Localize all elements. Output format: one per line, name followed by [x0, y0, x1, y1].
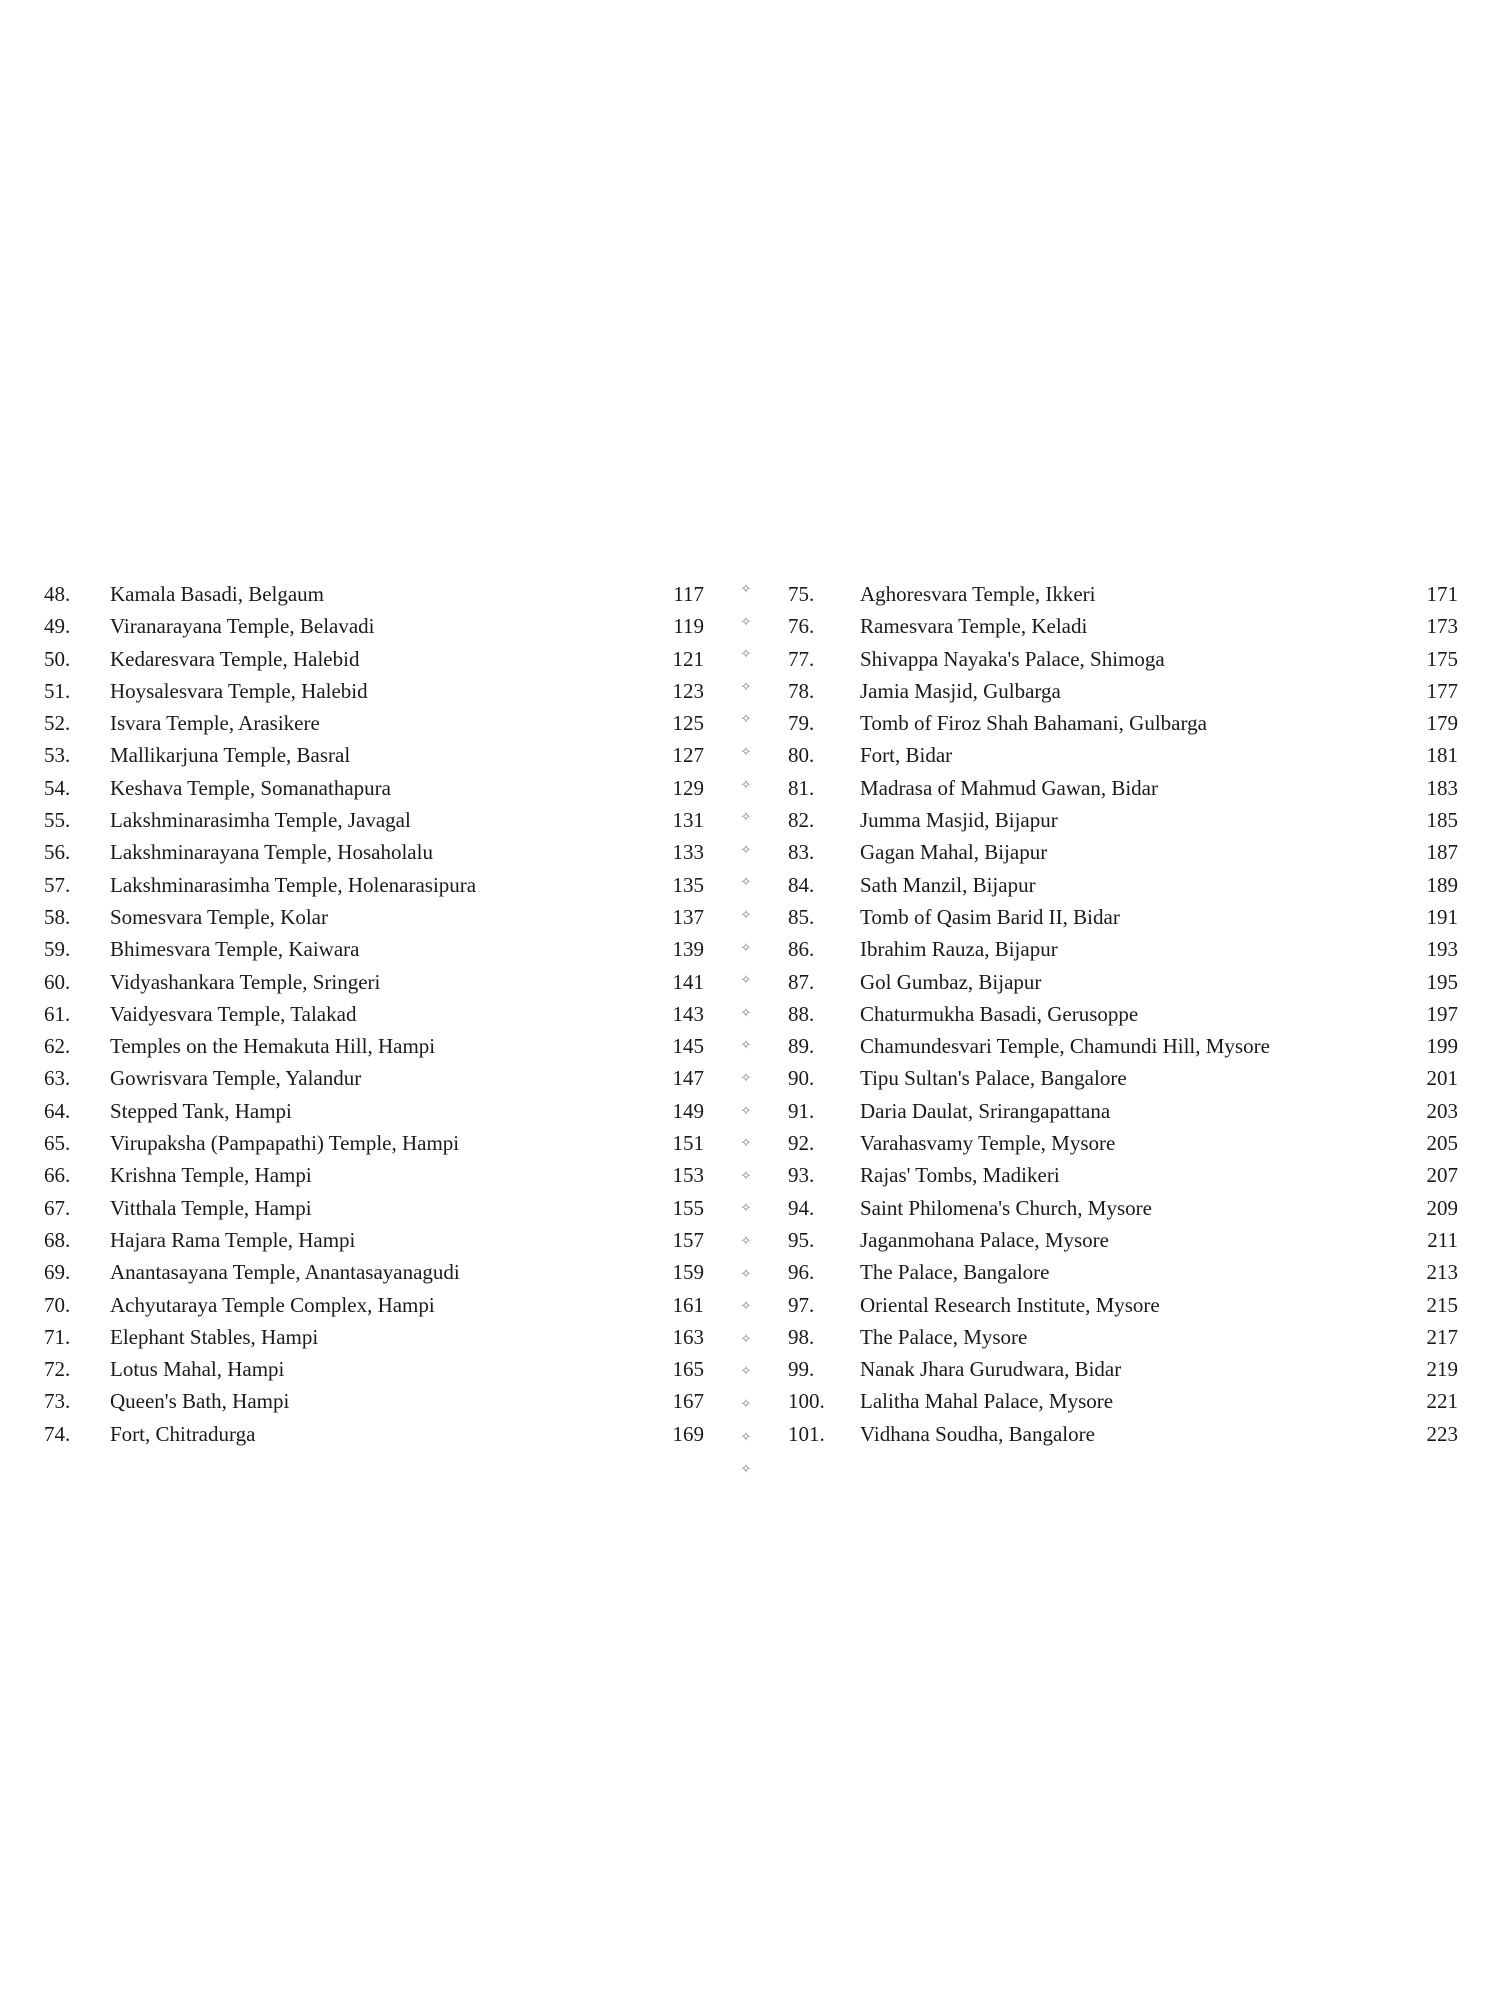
entry-page-number: 153: [672, 1163, 704, 1188]
entry-page-number: 219: [1426, 1357, 1458, 1382]
contents-entry: [788, 675, 1458, 707]
divider-diamond-icon: ✧: [740, 908, 752, 923]
entry-page-number: 147: [672, 1066, 704, 1091]
entry-page-number: 187: [1426, 840, 1458, 865]
entry-title: Jumma Masjid, Bijapur: [860, 808, 1058, 833]
entry-page-number: 205: [1426, 1131, 1458, 1156]
contents-entry: [44, 933, 704, 965]
entry-number: 74.: [44, 1421, 71, 1446]
contents-entry: [44, 578, 704, 610]
entry-page-number: 215: [1426, 1292, 1458, 1317]
entry-page-number: 173: [1426, 614, 1458, 639]
entry-title: Rajas' Tombs, Madikeri: [860, 1163, 1060, 1188]
entry-title: Shivappa Nayaka's Palace, Shimoga: [860, 646, 1165, 671]
contents-entry: [44, 1224, 704, 1256]
entry-title: The Palace, Mysore: [860, 1324, 1028, 1349]
entry-page-number: 123: [672, 678, 704, 703]
entry-title: Viranarayana Temple, Belavadi: [110, 614, 375, 639]
entry-number: 78.: [788, 678, 815, 703]
entry-title: Chaturmukha Basadi, Gerusoppe: [860, 1001, 1139, 1026]
entry-page-number: 171: [1426, 582, 1458, 606]
contents-entry: [44, 1321, 704, 1353]
entry-number: 93.: [788, 1163, 815, 1188]
divider-diamond-icon: ✧: [740, 1266, 752, 1282]
entry-page-number: 125: [672, 711, 704, 736]
contents-entry: [788, 1256, 1458, 1288]
entry-title: Vaidyesvara Temple, Talakad: [110, 1001, 357, 1026]
divider-diamond-icon: ✧: [740, 1071, 752, 1086]
entry-title: Temples on the Hemakuta Hill, Hampi: [110, 1034, 436, 1059]
contents-entry: [44, 1062, 704, 1094]
entry-title: Oriental Research Institute, Mysore: [860, 1292, 1160, 1317]
entry-page-number: 145: [672, 1034, 704, 1059]
divider-diamond-icon: ✧: [740, 973, 752, 989]
entry-number: 60.: [44, 969, 71, 994]
contents-entry: [788, 739, 1458, 771]
divider-diamond-icon: ✧: [740, 1429, 752, 1445]
contents-entry: [44, 772, 704, 804]
entry-title: Keshava Temple, Somanathapura: [110, 775, 391, 800]
entry-title: Jaganmohana Palace, Mysore: [860, 1227, 1109, 1252]
entry-number: 54.: [44, 775, 71, 800]
contents-entry: [44, 1353, 704, 1385]
entry-title: Vidyashankara Temple, Sringeri: [110, 969, 381, 994]
entry-number: 51.: [44, 678, 71, 703]
entry-page-number: 203: [1426, 1098, 1458, 1123]
entry-number: 61.: [44, 1001, 71, 1026]
entry-page-number: 185: [1426, 808, 1458, 833]
entry-number: 75.: [788, 582, 815, 606]
entry-number: 72.: [44, 1357, 71, 1382]
entry-title: Queen's Bath, Hampi: [110, 1389, 290, 1414]
entry-number: 64.: [44, 1098, 71, 1123]
divider-diamond-icon: ✧: [740, 1299, 752, 1315]
contents-entry: [44, 1127, 704, 1159]
entry-number: 86.: [788, 937, 815, 962]
entry-number: 49.: [44, 614, 71, 639]
entry-title: Lakshminarasimha Temple, Holenarasipura: [110, 872, 477, 897]
contents-entry: [44, 1192, 704, 1224]
divider-diamond-icon: ✧: [740, 842, 752, 858]
entry-number: 87.: [788, 969, 815, 994]
contents-entry: [788, 707, 1458, 739]
entry-page-number: 137: [672, 904, 704, 929]
entry-number: 58.: [44, 904, 71, 929]
entry-number: 62.: [44, 1034, 71, 1059]
entry-title: Mallikarjuna Temple, Basral: [110, 743, 351, 768]
entry-page-number: 133: [672, 840, 704, 865]
entry-page-number: 217: [1426, 1324, 1458, 1349]
entry-number: 85.: [788, 904, 815, 929]
entry-page-number: 211: [1427, 1227, 1458, 1252]
entry-title: Somesvara Temple, Kolar: [110, 904, 328, 929]
entry-number: 53.: [44, 743, 71, 768]
entry-number: 48.: [44, 582, 71, 606]
entry-number: 83.: [788, 840, 815, 865]
entry-page-number: 213: [1426, 1260, 1458, 1285]
entry-title: Hajara Rama Temple, Hampi: [110, 1227, 356, 1252]
contents-entry: [788, 643, 1458, 675]
entry-number: 84.: [788, 872, 815, 897]
contents-entry: [788, 869, 1458, 901]
entry-number: 95.: [788, 1227, 815, 1252]
entry-number: 94.: [788, 1195, 815, 1220]
entry-page-number: 141: [672, 969, 704, 994]
entry-number: 77.: [788, 646, 815, 671]
contents-entry: [44, 836, 704, 868]
entry-page-number: 117: [673, 582, 704, 606]
entry-number: 52.: [44, 711, 71, 736]
entry-number: 79.: [788, 711, 815, 736]
entry-number: 92.: [788, 1131, 815, 1156]
entry-title: Gowrisvara Temple, Yalandur: [110, 1066, 362, 1091]
entry-title: Saint Philomena's Church, Mysore: [860, 1195, 1152, 1220]
entry-title: The Palace, Bangalore: [860, 1260, 1050, 1285]
entry-page-number: 119: [673, 614, 704, 639]
divider-diamond-icon: ✧: [740, 647, 752, 663]
divider-diamond-icon: ✧: [740, 777, 752, 793]
entry-title: Gagan Mahal, Bijapur: [860, 840, 1048, 865]
divider-diamond-icon: ✧: [740, 1331, 752, 1347]
entry-title: Elephant Stables, Hampi: [110, 1324, 319, 1349]
entry-number: 76.: [788, 614, 815, 639]
entry-number: 70.: [44, 1292, 71, 1317]
entry-title: Lakshminarayana Temple, Hosaholalu: [110, 840, 433, 865]
entry-title: Vidhana Soudha, Bangalore: [860, 1421, 1095, 1446]
contents-entry: [44, 1030, 704, 1062]
entry-number: 68.: [44, 1227, 71, 1252]
divider-diamond-icon: ✧: [740, 1234, 752, 1249]
divider-diamond-icon: ✧: [740, 1462, 752, 1478]
contents-entry: [788, 772, 1458, 804]
contents-entry: [788, 578, 1458, 610]
contents-entry: [44, 1289, 704, 1321]
contents-entry: [788, 1289, 1458, 1321]
divider-diamond-icon: ✧: [740, 679, 752, 695]
entry-number: 69.: [44, 1260, 71, 1285]
entry-title: Stepped Tank, Hampi: [110, 1098, 292, 1123]
entry-page-number: 193: [1426, 937, 1458, 962]
entry-title: Tipu Sultan's Palace, Bangalore: [860, 1066, 1127, 1091]
contents-entry: [788, 966, 1458, 998]
entry-number: 101.: [788, 1421, 825, 1446]
entry-page-number: 207: [1426, 1163, 1458, 1188]
entry-title: Achyutaraya Temple Complex, Hampi: [110, 1292, 435, 1317]
contents-entry: [788, 1192, 1458, 1224]
entry-page-number: 189: [1426, 872, 1458, 897]
entry-number: 90.: [788, 1066, 815, 1091]
contents-column-left: [44, 578, 704, 1450]
contents-entry: [788, 1030, 1458, 1062]
contents-entry: [44, 1159, 704, 1191]
entry-number: 73.: [44, 1389, 71, 1414]
entry-page-number: 167: [672, 1389, 704, 1414]
entry-title: Madrasa of Mahmud Gawan, Bidar: [860, 775, 1158, 800]
contents-entry: [44, 707, 704, 739]
entry-page-number: 143: [672, 1001, 704, 1026]
contents-entry: [788, 1353, 1458, 1385]
entry-page-number: 223: [1426, 1421, 1458, 1446]
entry-title: Daria Daulat, Srirangapattana: [860, 1098, 1111, 1123]
contents-entry: [44, 869, 704, 901]
entry-page-number: 179: [1426, 711, 1458, 736]
entry-page-number: 163: [672, 1324, 704, 1349]
contents-entry: [44, 643, 704, 675]
contents-entry: [788, 1385, 1458, 1417]
entry-page-number: 129: [672, 775, 704, 800]
entry-page-number: 139: [672, 937, 704, 962]
divider-diamond-icon: ✧: [740, 940, 752, 956]
entry-number: 98.: [788, 1324, 815, 1349]
entry-number: 63.: [44, 1066, 71, 1091]
entry-page-number: 177: [1426, 678, 1458, 703]
entry-page-number: 199: [1426, 1034, 1458, 1059]
entry-page-number: 181: [1426, 743, 1458, 768]
contents-entry: [788, 1224, 1458, 1256]
divider-diamond-icon: ✧: [740, 1397, 752, 1412]
entry-page-number: 159: [672, 1260, 704, 1285]
entry-number: 99.: [788, 1357, 815, 1382]
contents-entry: [788, 998, 1458, 1030]
contents-entry: [788, 1127, 1458, 1159]
entry-title: Lalitha Mahal Palace, Mysore: [860, 1389, 1114, 1414]
entry-page-number: 157: [672, 1227, 704, 1252]
divider-diamond-icon: ✧: [740, 1103, 752, 1119]
entry-title: Krishna Temple, Hampi: [110, 1163, 312, 1188]
contents-entry: [44, 804, 704, 836]
entry-page-number: 183: [1426, 775, 1458, 800]
contents-entry: [44, 1418, 704, 1450]
entry-number: 89.: [788, 1034, 815, 1059]
entry-number: 97.: [788, 1292, 815, 1317]
entry-page-number: 165: [672, 1357, 704, 1382]
entry-number: 100.: [788, 1389, 825, 1414]
entry-title: Nanak Jhara Gurudwara, Bidar: [860, 1357, 1122, 1382]
contents-entry: [44, 1385, 704, 1417]
contents-entry: [788, 1159, 1458, 1191]
entry-title: Bhimesvara Temple, Kaiwara: [110, 937, 360, 962]
entry-number: 59.: [44, 937, 71, 962]
divider-diamond-icon: ✧: [740, 745, 752, 760]
contents-entry: [44, 998, 704, 1030]
entry-number: 66.: [44, 1163, 71, 1188]
entry-title: Hoysalesvara Temple, Halebid: [110, 678, 368, 703]
entry-title: Ibrahim Rauza, Bijapur: [860, 937, 1058, 962]
entry-page-number: 135: [672, 872, 704, 897]
entry-page-number: 151: [672, 1131, 704, 1156]
entry-page-number: 149: [672, 1098, 704, 1123]
entry-title: Fort, Bidar: [860, 743, 953, 768]
entry-title: Jamia Masjid, Gulbarga: [860, 678, 1061, 703]
contents-entry: [44, 966, 704, 998]
entry-page-number: 127: [672, 743, 704, 768]
entry-title: Isvara Temple, Arasikere: [110, 711, 320, 736]
entry-number: 96.: [788, 1260, 815, 1285]
entry-page-number: 161: [672, 1292, 704, 1317]
contents-entry: [44, 675, 704, 707]
entry-title: Gol Gumbaz, Bijapur: [860, 969, 1042, 994]
entry-title: Anantasayana Temple, Anantasayanagudi: [110, 1260, 460, 1285]
entry-number: 50.: [44, 646, 71, 671]
contents-entry: [788, 1095, 1458, 1127]
entry-title: Chamundesvari Temple, Chamundi Hill, Mysore: [860, 1034, 1270, 1059]
divider-diamond-icon: ✧: [740, 1038, 752, 1054]
entry-title: Lakshminarasimha Temple, Javagal: [110, 808, 411, 833]
contents-entry: [788, 1418, 1458, 1450]
entry-number: 57.: [44, 872, 71, 897]
divider-diamond-icon: ✧: [740, 875, 752, 891]
entry-title: Aghoresvara Temple, Ikkeri: [860, 582, 1096, 606]
entry-title: Fort, Chitradurga: [110, 1421, 256, 1446]
divider-diamond-icon: ✧: [740, 582, 752, 597]
entry-page-number: 175: [1426, 646, 1458, 671]
contents-entry: [44, 1095, 704, 1127]
entry-page-number: 131: [672, 808, 704, 833]
contents-entry: [788, 1321, 1458, 1353]
divider-diamond-icon: ✧: [740, 1168, 752, 1184]
entry-number: 91.: [788, 1098, 815, 1123]
contents-entry: [44, 610, 704, 642]
entry-number: 65.: [44, 1131, 71, 1156]
entry-page-number: 209: [1426, 1195, 1458, 1220]
contents-column-right: [788, 578, 1458, 1450]
contents-entry: [788, 610, 1458, 642]
entry-page-number: 195: [1426, 969, 1458, 994]
contents-entry: [788, 836, 1458, 868]
divider-diamond-icon: ✧: [740, 1364, 752, 1380]
entry-page-number: 201: [1426, 1066, 1458, 1091]
entry-title: Kamala Basadi, Belgaum: [110, 582, 325, 606]
column-divider-ornament: [736, 582, 756, 1487]
entry-number: 80.: [788, 743, 815, 768]
entry-title: Sath Manzil, Bijapur: [860, 872, 1036, 897]
entry-number: 55.: [44, 808, 71, 833]
entry-page-number: 155: [672, 1195, 704, 1220]
entry-title: Kedaresvara Temple, Halebid: [110, 646, 360, 671]
entry-page-number: 197: [1426, 1001, 1458, 1026]
entry-number: 67.: [44, 1195, 71, 1220]
entry-page-number: 191: [1426, 904, 1458, 929]
entry-title: Tomb of Qasim Barid II, Bidar: [860, 904, 1120, 929]
entry-page-number: 121: [672, 646, 704, 671]
entry-number: 71.: [44, 1324, 71, 1349]
entry-title: Lotus Mahal, Hampi: [110, 1357, 285, 1382]
entry-number: 56.: [44, 840, 71, 865]
contents-entry: [44, 1256, 704, 1288]
entry-number: 82.: [788, 808, 815, 833]
divider-diamond-icon: ✧: [740, 1201, 752, 1217]
entry-page-number: 221: [1426, 1389, 1458, 1414]
divider-diamond-icon: ✧: [740, 614, 752, 630]
divider-diamond-icon: ✧: [740, 810, 752, 826]
contents-entry: [788, 1062, 1458, 1094]
contents-entry: [788, 901, 1458, 933]
divider-diamond-icon: ✧: [740, 1005, 752, 1021]
entry-title: Virupaksha (Pampapathi) Temple, Hampi: [110, 1131, 460, 1156]
entry-number: 88.: [788, 1001, 815, 1026]
contents-entry: [44, 901, 704, 933]
contents-entry: [44, 739, 704, 771]
divider-diamond-icon: ✧: [740, 1136, 752, 1152]
contents-entry: [788, 933, 1458, 965]
entry-title: Vitthala Temple, Hampi: [110, 1195, 312, 1220]
entry-title: Varahasvamy Temple, Mysore: [860, 1131, 1116, 1156]
entry-number: 81.: [788, 775, 815, 800]
contents-entry: [788, 804, 1458, 836]
entry-title: Tomb of Firoz Shah Bahamani, Gulbarga: [860, 711, 1207, 736]
entry-title: Ramesvara Temple, Keladi: [860, 614, 1088, 639]
entry-page-number: 169: [672, 1421, 704, 1446]
divider-diamond-icon: ✧: [740, 712, 752, 728]
